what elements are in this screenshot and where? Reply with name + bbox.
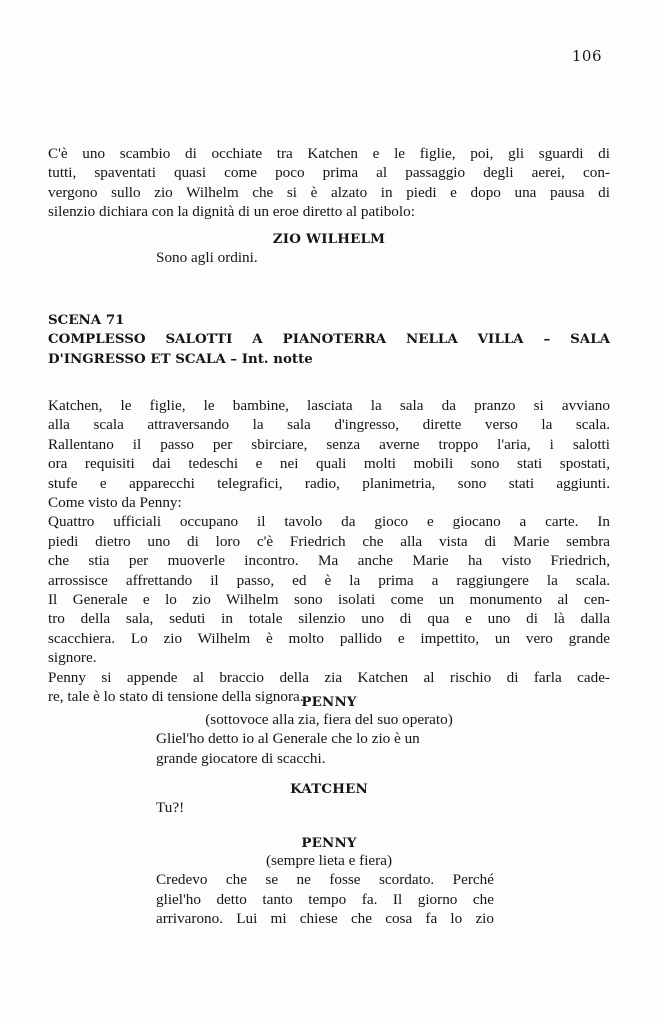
dialogue [156, 870, 494, 929]
dialogue-line: grande giocatore di scacchi. [156, 749, 326, 767]
dialogue [156, 248, 494, 268]
page-number: 106 [571, 47, 602, 65]
parenthetical: (sempre lieta e fiera) [265, 852, 393, 869]
text-line: silenzio dichiara con la dignità di un eroe diretto al patibolo: [48, 203, 415, 221]
action-paragraph [48, 396, 610, 707]
dialogue-line: arrivarono. Lui mi chiese che cosa fa lo zio [156, 910, 494, 928]
text-line: signore. [48, 649, 97, 667]
text-line: re, tale è lo stato di tensione della signora. [48, 688, 304, 706]
text-line: piedi dietro uno di loro c'è Friedrich che alla vista di Marie sembra [48, 532, 610, 550]
text-line: Il Generale e lo zio Wilhelm sono isolati come un monumento al cen- [48, 591, 610, 609]
dialogue-line: Credevo che se ne fosse scordato. Perché [156, 871, 494, 888]
dialogue-line: Gliel'ho detto io al Generale che lo zio è un [156, 730, 420, 747]
dialogue [156, 729, 494, 768]
text-line: che stia per muoverle incontro. Ma anche Marie ha visto Friedrich, [48, 552, 610, 570]
text-line: C'è uno scambio di occhiate tra Katchen e le figlie, poi, gli sguardi di [48, 145, 610, 162]
dialogue-line: gliel'ho detto tanto tempo fa. Il giorno che [156, 890, 494, 908]
dialogue-line: Tu?! [156, 799, 185, 816]
character-name: PENNY [301, 694, 357, 710]
dialogue-line: Sono agli ordini. [156, 249, 258, 266]
text-line: alla scala attraversando la sala d'ingresso, dirette verso la scala. [48, 416, 610, 434]
text-line: Come visto da Penny: [48, 494, 182, 512]
text-line: Rallentano il passo per sbirciare, senza averne troppo l'aria, i salotti [48, 435, 610, 453]
scene-heading [48, 311, 610, 369]
scene-location-line: COMPLESSO SALOTTI A PIANOTERRA NELLA VILLA – SALA [48, 331, 610, 348]
text-line: stufe e apparecchi telegrafici, radio, planimetria, sono stati aggiunti. [48, 474, 610, 492]
character-name: KATCHEN [290, 781, 368, 797]
scene-location-line: D'INGRESSO ET SCALA – Int. notte [48, 350, 313, 367]
character-name: PENNY [301, 835, 357, 851]
text-line: vergono sullo zio Wilhelm che si è alzato in piedi e dopo una pausa di [48, 183, 610, 201]
text-line: Quattro ufficiali occupano il tavolo da gioco e giocano a carte. In [48, 513, 610, 531]
character-name: ZIO WILHELM [272, 231, 386, 247]
text-line: tutti, spaventati quasi come poco prima al passaggio degli aerei, con- [48, 164, 610, 182]
parenthetical: (sottovoce alla zia, fiera del suo operato) [205, 711, 453, 728]
text-line: scacchiera. Lo zio Wilhelm è molto pallido e impettito, un vero grande [48, 629, 610, 647]
scene-number: SCENA 71 [48, 312, 125, 328]
text-line: ora requisiti dai tedeschi e nei quali molti mobili sono stati spostati, [48, 455, 610, 473]
text-line: Penny si appende al braccio della zia Katchen al rischio di farla cade- [48, 668, 610, 686]
intro-paragraph [48, 144, 610, 222]
dialogue [156, 798, 494, 818]
text-line: tro della sala, seduti in totale silenzio uno di qua e uno di là dalla [48, 610, 610, 628]
text-line: arrossisce affrettando il passo, ed è la prima a raggiungere la scala. [48, 571, 610, 589]
text-line: Katchen, le figlie, le bambine, lasciata la sala da pranzo si avviano [48, 397, 610, 414]
